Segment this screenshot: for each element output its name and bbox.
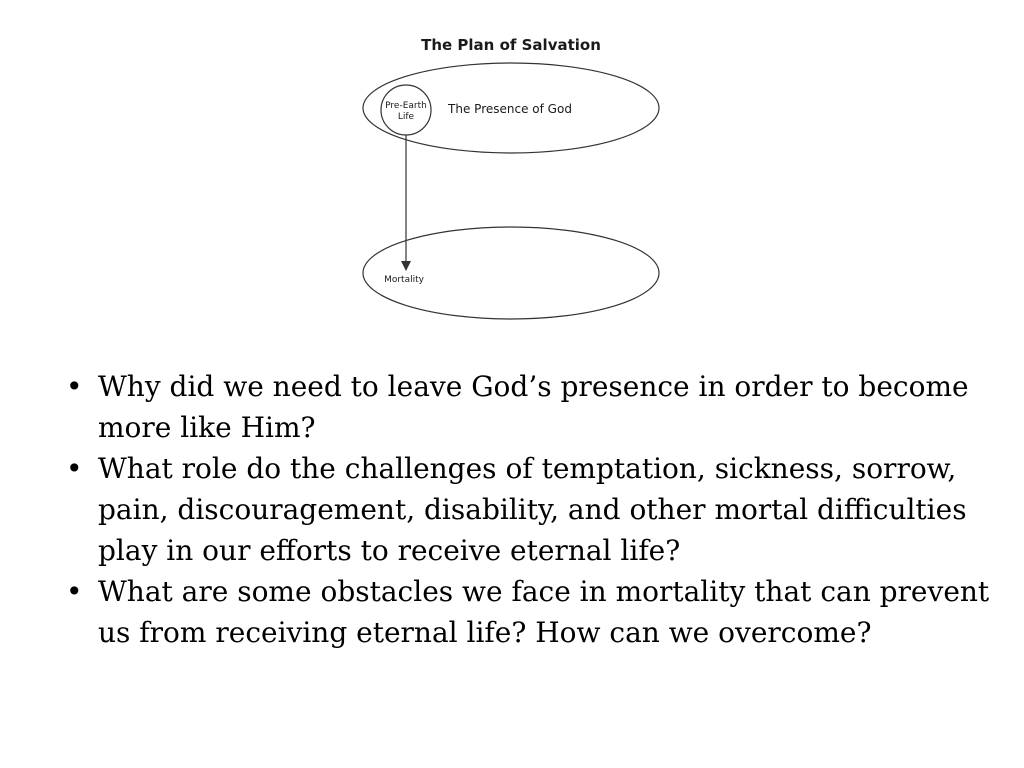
- bullet-icon: •: [66, 452, 83, 485]
- bullet-icon: •: [66, 575, 83, 608]
- question-item: [62, 571, 1002, 653]
- presence-of-god-label: The Presence of God: [448, 102, 572, 116]
- bullet-icon: •: [66, 370, 83, 403]
- pre-earth-life-label-line2: Life: [397, 112, 415, 122]
- question-text: What role do the challenges of temptation, sickness, sorrow, pain, discouragement, disability, and other mortal difficulties play in our efforts to receive eternal life?: [98, 452, 967, 567]
- question-item: [62, 448, 1002, 571]
- diagram-title: The Plan of Salvation: [421, 36, 601, 54]
- question-text: What are some obstacles we face in mortality that can prevent us from receiving eternal life? How can we overcome?: [98, 575, 990, 649]
- question-list: [62, 366, 1002, 653]
- question-text: Why did we need to leave God’s presence in order to become more like Him?: [98, 370, 969, 444]
- mortality-label: Mortality: [384, 275, 424, 285]
- pre-earth-life-label-line1: Pre-Earth: [385, 101, 427, 111]
- question-item: [62, 366, 1002, 448]
- plan-of-salvation-diagram: [0, 0, 1024, 340]
- mortality-ellipse: [363, 227, 659, 319]
